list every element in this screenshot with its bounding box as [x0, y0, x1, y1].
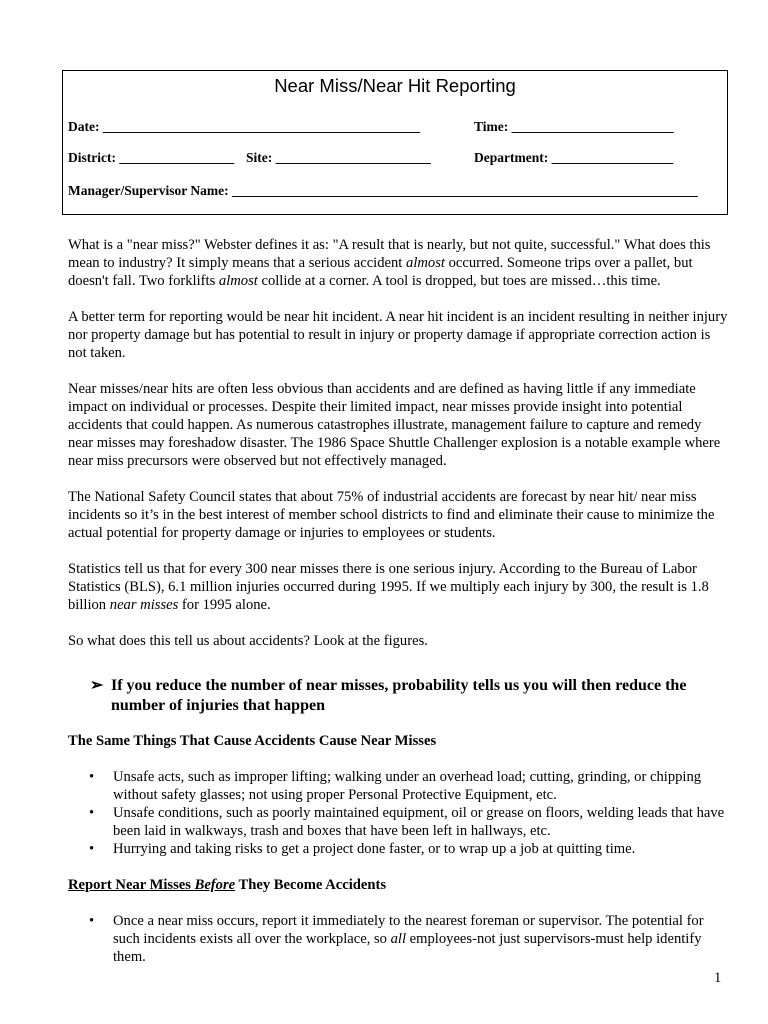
paragraph-near-hit-term: A better term for reporting would be near hit incident. A near hit incident is an incident resulting in neither injury nor property damage but has potential to result in injury or property damage if appropriate correction action is not taken.: [68, 309, 728, 361]
arrow-bullet-icon: ➢: [90, 677, 104, 694]
causes-list: [68, 768, 728, 858]
list-item: • Unsafe acts, such as improper lifting; walking under an overhead load; cutting, grinding, or chipping without safety glasses; not using proper Personal Protective Equipment, etc.: [89, 769, 702, 803]
paragraph-look-at-figures: So what does this tell us about accidents? Look at the figures.: [68, 633, 428, 649]
bullet-icon: •: [89, 913, 95, 929]
callout-text: If you reduce the number of near misses, probability tells us you will then reduce the number of injuries that happen: [111, 677, 687, 714]
time-field[interactable]: Time: ________________________: [474, 119, 674, 134]
list-item: • Unsafe conditions, such as poorly maintained equipment, oil or grease on floors, welding leads that have been laid in walkways, trash and boxes that have been left in hallways, etc.: [89, 805, 725, 839]
site-field[interactable]: Site: _______________________: [246, 150, 431, 165]
list-item: • Hurrying and taking risks to get a project done faster, or to wrap up a job at quitting time.: [89, 841, 636, 857]
district-field[interactable]: District: _________________: [68, 150, 235, 165]
paragraph-near-miss-impact: Near misses/near hits are often less obvious than accidents and are defined as having little if any immediate impact on individual or processes. Despite their limited impact, near misses provide insight into potential accidents that could happen. As numerous catastrophes illustrate, management failure to capture and remedy near misses may foreshadow disaster. The 1986 Space Shuttle Challenger explosion is a notable example where near miss precursors were observed but not effectively managed.: [68, 381, 721, 469]
paragraph-nsc-statistic: The National Safety Council states that about 75% of industrial accidents are forecast by near hit/ near miss incidents so it’s in the best interest of member school districts to find and eliminate their cause to minimize the actual potential for property damage or injuries to employees or students.: [68, 489, 715, 541]
bullet-icon: •: [89, 769, 95, 785]
document-body: [68, 236, 728, 984]
report-form-box: [62, 70, 728, 215]
form-title: Near Miss/Near Hit Reporting: [274, 75, 516, 96]
paragraph-bls-statistics: Statistics tell us that for every 300 near misses there is one serious injury. According to the Bureau of Labor Statistics (BLS), 6.1 million injuries occurred during 1995. If we multiply each injury by 300, the result is 1.8 billion near misses for 1995 alone.: [68, 561, 709, 613]
manager-name-field[interactable]: Manager/Supervisor Name: _____________________________________________________________________: [68, 183, 698, 198]
page-number: 1: [714, 970, 722, 986]
paragraph-near-miss-definition: What is a "near miss?" Webster defines it as: "A result that is nearly, but not quite, successful." What does this mean to industry? It simply means that a serious accident almost occurred. Someone trips over a pallet, but doesn't fall. Two forklifts almost collide at a corner. A tool is dropped, but toes are missed…this time.: [68, 237, 711, 289]
list-item: • Once a near miss occurs, report it immediately to the nearest foreman or supervisor. The potential for such incidents exists all over the workplace, so all employees-not just supervisors-must help identify them.: [89, 913, 704, 965]
bullet-icon: •: [89, 841, 95, 857]
heading-same-things: The Same Things That Cause Accidents Cause Near Misses: [68, 733, 437, 749]
bullet-icon: •: [89, 805, 95, 821]
department-field[interactable]: Department: __________________: [474, 150, 674, 165]
callout-reduce-near-misses: [68, 676, 728, 716]
report-list: [68, 912, 728, 966]
heading-report-near-misses: Report Near Misses Before They Become Accidents: [68, 877, 387, 893]
date-field[interactable]: Date: _______________________________________________: [68, 119, 421, 134]
